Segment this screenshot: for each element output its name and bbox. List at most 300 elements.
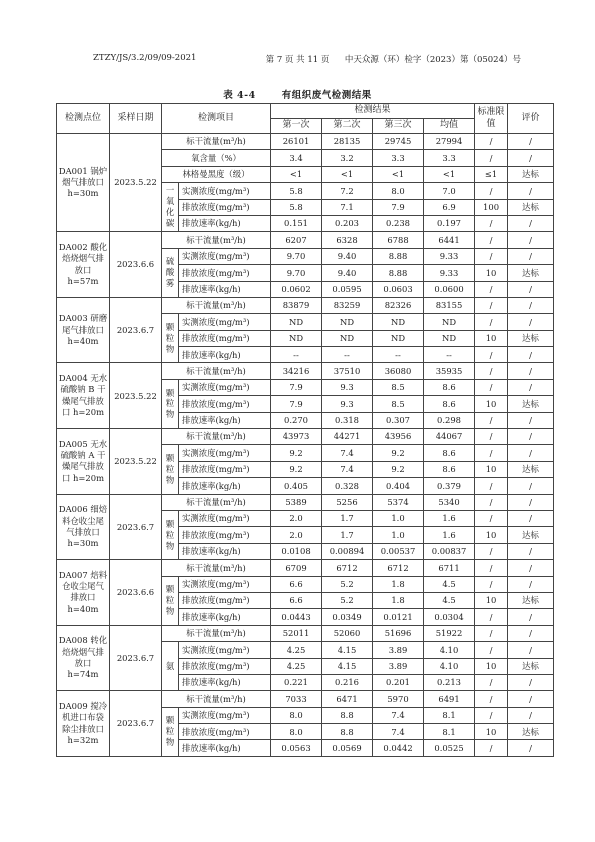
value-first: 0.0443 (271, 609, 322, 625)
standard-limit: / (475, 625, 508, 641)
pollutant-name: 氨 (162, 642, 179, 691)
value-third: 0.404 (373, 478, 424, 494)
value-first: 9.70 (271, 248, 322, 264)
value-third: 7.4 (373, 707, 424, 723)
sample-date: 2023.6.7 (110, 691, 162, 757)
value-third: 8.88 (373, 265, 424, 281)
standard-limit: / (475, 248, 508, 264)
value-mean: 6441 (424, 232, 475, 248)
evaluation: / (508, 642, 554, 658)
standard-limit: 10 (475, 396, 508, 412)
sample-point: DA008 转化焙烧烟气排放口 h=74m (57, 625, 110, 691)
value-second: 1.7 (322, 527, 373, 543)
value-second: -- (322, 347, 373, 363)
item-name: 标干流量(m³/h) (162, 625, 271, 641)
evaluation: 达标 (508, 658, 554, 674)
evaluation: 达标 (508, 724, 554, 740)
value-first: 0.270 (271, 412, 322, 428)
header-item: 检测项目 (162, 104, 271, 134)
item-name: 排放浓度(mg/m³) (179, 330, 271, 346)
value-first: 2.0 (271, 527, 322, 543)
value-mean: 0.197 (424, 215, 475, 231)
value-third: 29745 (373, 134, 424, 150)
table-row (57, 429, 554, 445)
value-first: 7.9 (271, 379, 322, 395)
standard-limit: / (475, 363, 508, 379)
value-first: 83879 (271, 297, 322, 313)
evaluation: / (508, 297, 554, 313)
value-third: 1.0 (373, 527, 424, 543)
item-name: 标干流量(m³/h) (162, 560, 271, 576)
value-mean: 3.3 (424, 150, 475, 166)
value-third: 6712 (373, 560, 424, 576)
item-name: 排放浓度(mg/m³) (179, 461, 271, 477)
table-row (57, 134, 554, 150)
evaluation: / (508, 134, 554, 150)
pollutant-name: 颗粒物 (162, 510, 179, 559)
standard-limit: 10 (475, 592, 508, 608)
pollutant-name: 颗粒物 (162, 314, 179, 363)
evaluation: 达标 (508, 330, 554, 346)
table-number: 表 4-4 (223, 90, 256, 101)
value-mean: 1.6 (424, 527, 475, 543)
item-name: 实测浓度(mg/m³) (179, 183, 271, 199)
value-mean: 8.6 (424, 445, 475, 461)
standard-limit: ≤1 (475, 166, 508, 182)
value-third: 36080 (373, 363, 424, 379)
evaluation: / (508, 281, 554, 297)
item-name: 标干流量(m³/h) (162, 429, 271, 445)
header-point: 检测点位 (57, 104, 110, 134)
table-row (57, 232, 554, 248)
standard-limit: / (475, 707, 508, 723)
value-first: 6.6 (271, 576, 322, 592)
evaluation: / (508, 691, 554, 707)
value-mean: <1 (424, 166, 475, 182)
evaluation: / (508, 510, 554, 526)
value-second: 9.3 (322, 396, 373, 412)
report-number: 中天众源（环）检字（2023）第（05024）号 (344, 55, 521, 65)
value-second: 4.15 (322, 658, 373, 674)
evaluation: / (508, 363, 554, 379)
value-mean: 0.0525 (424, 740, 475, 756)
evaluation: 达标 (508, 199, 554, 215)
item-name: 实测浓度(mg/m³) (179, 445, 271, 461)
value-second: 3.2 (322, 150, 373, 166)
value-first: -- (271, 347, 322, 363)
sample-point: DA001 锅炉烟气排放口 h=30m (57, 134, 110, 232)
standard-limit: / (475, 412, 508, 428)
standard-limit: / (475, 674, 508, 690)
item-name: 实测浓度(mg/m³) (179, 314, 271, 330)
evaluation: 达标 (508, 527, 554, 543)
sample-point: DA003 研磨尾气排放口 h=40m (57, 297, 110, 363)
evaluation: / (508, 248, 554, 264)
standard-limit: / (475, 642, 508, 658)
evaluation: / (508, 494, 554, 510)
standard-limit: / (475, 740, 508, 756)
item-name: 排放浓度(mg/m³) (179, 527, 271, 543)
value-third: 7.4 (373, 724, 424, 740)
item-name: 标干流量(m³/h) (162, 494, 271, 510)
standard-limit: / (475, 510, 508, 526)
value-mean: 4.5 (424, 576, 475, 592)
evaluation: / (508, 625, 554, 641)
sample-point: DA007 焙料仓收尘尾气排放口 h=40m (57, 560, 110, 626)
standard-limit: / (475, 183, 508, 199)
value-second: 6471 (322, 691, 373, 707)
sample-point: DA006 细焙料仓收尘尾气排放口 h=30m (57, 494, 110, 560)
value-first: 8.0 (271, 707, 322, 723)
standard-limit: / (475, 134, 508, 150)
value-second: 7.4 (322, 445, 373, 461)
value-second: 7.1 (322, 199, 373, 215)
value-third: 82326 (373, 297, 424, 313)
table-row (57, 625, 554, 641)
standard-limit: / (475, 314, 508, 330)
value-mean: 44067 (424, 429, 475, 445)
standard-limit: / (475, 429, 508, 445)
value-third: 8.88 (373, 248, 424, 264)
standard-limit: / (475, 560, 508, 576)
value-second: 0.0595 (322, 281, 373, 297)
item-name: 排放浓度(mg/m³) (179, 199, 271, 215)
value-third: 3.89 (373, 642, 424, 658)
item-name: 标干流量(m³/h) (162, 363, 271, 379)
evaluation: 达标 (508, 265, 554, 281)
header-mean: 均值 (424, 119, 475, 134)
evaluation: / (508, 543, 554, 559)
item-name: 标干流量(m³/h) (162, 691, 271, 707)
standard-limit: / (475, 215, 508, 231)
value-first: 5389 (271, 494, 322, 510)
value-first: 34216 (271, 363, 322, 379)
value-second: 83259 (322, 297, 373, 313)
evaluation: / (508, 314, 554, 330)
value-second: ND (322, 314, 373, 330)
value-mean: 0.213 (424, 674, 475, 690)
value-third: 8.0 (373, 183, 424, 199)
value-mean: -- (424, 347, 475, 363)
value-third: 6788 (373, 232, 424, 248)
value-first: 26101 (271, 134, 322, 150)
standard-limit: / (475, 297, 508, 313)
value-second: <1 (322, 166, 373, 182)
standard-limit: 10 (475, 330, 508, 346)
value-mean: 9.33 (424, 265, 475, 281)
value-first: <1 (271, 166, 322, 182)
value-mean: 8.1 (424, 724, 475, 740)
value-first: 43973 (271, 429, 322, 445)
item-name: 排放速率(kg/h) (179, 674, 271, 690)
value-second: 0.318 (322, 412, 373, 428)
item-name: 标干流量(m³/h) (162, 134, 271, 150)
standard-limit: / (475, 150, 508, 166)
value-first: 8.0 (271, 724, 322, 740)
value-first: ND (271, 314, 322, 330)
value-third: -- (373, 347, 424, 363)
value-second: 7.2 (322, 183, 373, 199)
sample-date: 2023.6.6 (110, 232, 162, 298)
evaluation: / (508, 576, 554, 592)
value-mean: 1.6 (424, 510, 475, 526)
evaluation: / (508, 560, 554, 576)
value-second: 7.4 (322, 461, 373, 477)
standard-limit: / (475, 478, 508, 494)
value-third: 43956 (373, 429, 424, 445)
value-mean: 4.10 (424, 658, 475, 674)
value-third: 0.201 (373, 674, 424, 690)
table-caption (0, 87, 595, 101)
item-name: 实测浓度(mg/m³) (179, 379, 271, 395)
item-name: 排放浓度(mg/m³) (179, 265, 271, 281)
value-first: 6709 (271, 560, 322, 576)
value-first: 3.4 (271, 150, 322, 166)
item-name: 标干流量(m³/h) (162, 297, 271, 313)
item-name: 排放浓度(mg/m³) (179, 658, 271, 674)
evaluation: / (508, 674, 554, 690)
value-mean: 0.298 (424, 412, 475, 428)
value-third: 0.0442 (373, 740, 424, 756)
value-first: 7.9 (271, 396, 322, 412)
evaluation: / (508, 150, 554, 166)
table-row (57, 691, 554, 707)
header-first: 第一次 (271, 119, 322, 134)
value-third: 8.5 (373, 396, 424, 412)
value-mean: 51922 (424, 625, 475, 641)
evaluation: 达标 (508, 166, 554, 182)
table-row (57, 363, 554, 379)
value-first: 52011 (271, 625, 322, 641)
header-eval: 评价 (508, 104, 554, 134)
value-first: 6207 (271, 232, 322, 248)
evaluation: 达标 (508, 461, 554, 477)
document-id: ZTZY/JS/3.2/09/09-2021 (93, 53, 197, 63)
value-first: 0.405 (271, 478, 322, 494)
sample-date: 2023.6.7 (110, 494, 162, 560)
value-third: 0.307 (373, 412, 424, 428)
table-row (57, 297, 554, 313)
value-second: 0.328 (322, 478, 373, 494)
value-third: 5970 (373, 691, 424, 707)
value-first: ND (271, 330, 322, 346)
value-mean: ND (424, 330, 475, 346)
value-second: ND (322, 330, 373, 346)
value-mean: 0.379 (424, 478, 475, 494)
evaluation: / (508, 429, 554, 445)
standard-limit: 10 (475, 724, 508, 740)
item-name: 排放速率(kg/h) (179, 281, 271, 297)
value-mean: 27994 (424, 134, 475, 150)
item-name: 排放浓度(mg/m³) (179, 592, 271, 608)
value-third: 9.2 (373, 445, 424, 461)
value-third: ND (373, 330, 424, 346)
value-first: 0.151 (271, 215, 322, 231)
table-row (57, 560, 554, 576)
header-limit: 标准限值 (475, 104, 508, 134)
item-name: 氧含量（%） (162, 150, 271, 166)
evaluation: / (508, 707, 554, 723)
item-name: 实测浓度(mg/m³) (179, 642, 271, 658)
value-mean: 9.33 (424, 248, 475, 264)
value-second: 52060 (322, 625, 373, 641)
item-name: 标干流量(m³/h) (162, 232, 271, 248)
standard-limit: 10 (475, 461, 508, 477)
header-third: 第三次 (373, 119, 424, 134)
value-first: 5.8 (271, 183, 322, 199)
pollutant-name: 颗粒物 (162, 445, 179, 494)
value-second: 0.0349 (322, 609, 373, 625)
value-mean: 8.1 (424, 707, 475, 723)
evaluation: / (508, 445, 554, 461)
value-second: 0.203 (322, 215, 373, 231)
value-first: 0.0602 (271, 281, 322, 297)
evaluation: / (508, 478, 554, 494)
value-third: 51696 (373, 625, 424, 641)
value-first: 5.8 (271, 199, 322, 215)
standard-limit: / (475, 281, 508, 297)
sample-date: 2023.6.6 (110, 560, 162, 626)
pollutant-name: 颗粒物 (162, 576, 179, 625)
value-second: 0.00894 (322, 543, 373, 559)
evaluation: / (508, 412, 554, 428)
results-table (56, 103, 554, 757)
value-third: 1.8 (373, 592, 424, 608)
value-third: 0.0603 (373, 281, 424, 297)
value-second: 6712 (322, 560, 373, 576)
value-third: 0.238 (373, 215, 424, 231)
standard-limit: / (475, 379, 508, 395)
value-third: 8.5 (373, 379, 424, 395)
value-first: 0.221 (271, 674, 322, 690)
sample-date: 2023.6.7 (110, 625, 162, 691)
sample-point: DA004 无水硫酸钠 B 干燥尾气排放口 h=20m (57, 363, 110, 429)
evaluation: / (508, 379, 554, 395)
sample-point: DA002 酸化焙烧烟气排放口 h=57m (57, 232, 110, 298)
item-name: 排放速率(kg/h) (179, 215, 271, 231)
sample-date: 2023.5.22 (110, 363, 162, 429)
value-first: 9.2 (271, 461, 322, 477)
header-date: 采样日期 (110, 104, 162, 134)
value-third: 3.89 (373, 658, 424, 674)
standard-limit: / (475, 347, 508, 363)
value-second: 6328 (322, 232, 373, 248)
standard-limit: / (475, 609, 508, 625)
value-first: 7033 (271, 691, 322, 707)
value-third: ND (373, 314, 424, 330)
value-first: 2.0 (271, 510, 322, 526)
value-mean: 35935 (424, 363, 475, 379)
standard-limit: 100 (475, 199, 508, 215)
standard-limit: / (475, 543, 508, 559)
item-name: 排放浓度(mg/m³) (179, 396, 271, 412)
value-mean: 0.0304 (424, 609, 475, 625)
item-name: 实测浓度(mg/m³) (179, 576, 271, 592)
item-name: 排放速率(kg/h) (179, 478, 271, 494)
pollutant-name: 颗粒物 (162, 379, 179, 428)
value-third: 1.0 (373, 510, 424, 526)
value-third: <1 (373, 166, 424, 182)
sample-point: DA005 无水硫酸钠 A 干燥尾气排放口 h=20m (57, 429, 110, 495)
value-mean: 6711 (424, 560, 475, 576)
value-third: 7.9 (373, 199, 424, 215)
standard-limit: 10 (475, 265, 508, 281)
value-second: 8.8 (322, 724, 373, 740)
pollutant-name: 颗粒物 (162, 707, 179, 756)
item-name: 排放浓度(mg/m³) (179, 724, 271, 740)
value-mean: 7.0 (424, 183, 475, 199)
value-second: 44271 (322, 429, 373, 445)
value-first: 9.70 (271, 265, 322, 281)
evaluation: / (508, 183, 554, 199)
value-first: 0.0108 (271, 543, 322, 559)
item-name: 排放速率(kg/h) (179, 347, 271, 363)
sample-date: 2023.6.7 (110, 297, 162, 363)
table-title: 有组织废气检测结果 (281, 90, 372, 101)
value-second: 28135 (322, 134, 373, 150)
value-mean: 6.9 (424, 199, 475, 215)
value-mean: 8.6 (424, 461, 475, 477)
standard-limit: / (475, 445, 508, 461)
value-first: 6.6 (271, 592, 322, 608)
value-mean: 5340 (424, 494, 475, 510)
item-name: 排放速率(kg/h) (179, 740, 271, 756)
value-mean: ND (424, 314, 475, 330)
evaluation: 达标 (508, 592, 554, 608)
value-mean: 83155 (424, 297, 475, 313)
evaluation: 达标 (508, 396, 554, 412)
value-mean: 0.00837 (424, 543, 475, 559)
value-first: 0.0563 (271, 740, 322, 756)
standard-limit: / (475, 232, 508, 248)
standard-limit: / (475, 691, 508, 707)
pollutant-name: 一氧化碳 (162, 183, 179, 232)
value-first: 4.25 (271, 642, 322, 658)
item-name: 实测浓度(mg/m³) (179, 248, 271, 264)
standard-limit: / (475, 576, 508, 592)
value-mean: 4.10 (424, 642, 475, 658)
value-third: 0.0121 (373, 609, 424, 625)
evaluation: / (508, 609, 554, 625)
sample-date: 2023.5.22 (110, 429, 162, 495)
value-second: 1.7 (322, 510, 373, 526)
table-row (57, 494, 554, 510)
value-mean: 8.6 (424, 379, 475, 395)
item-name: 排放速率(kg/h) (179, 609, 271, 625)
value-mean: 8.6 (424, 396, 475, 412)
item-name: 实测浓度(mg/m³) (179, 510, 271, 526)
sample-date: 2023.5.22 (110, 134, 162, 232)
value-first: 9.2 (271, 445, 322, 461)
value-second: 5.2 (322, 576, 373, 592)
evaluation: / (508, 215, 554, 231)
evaluation: / (508, 232, 554, 248)
value-second: 5.2 (322, 592, 373, 608)
value-mean: 4.5 (424, 592, 475, 608)
value-second: 9.40 (322, 265, 373, 281)
standard-limit: / (475, 494, 508, 510)
value-first: 4.25 (271, 658, 322, 674)
sample-point: DA009 搅冷机进口布袋除尘排放口 h=32m (57, 691, 110, 757)
value-third: 1.8 (373, 576, 424, 592)
item-name: 林格曼黑度（级） (162, 166, 271, 182)
evaluation: / (508, 347, 554, 363)
value-third: 9.2 (373, 461, 424, 477)
item-name: 排放速率(kg/h) (179, 412, 271, 428)
value-mean: 6491 (424, 691, 475, 707)
evaluation: / (508, 740, 554, 756)
value-second: 9.3 (322, 379, 373, 395)
